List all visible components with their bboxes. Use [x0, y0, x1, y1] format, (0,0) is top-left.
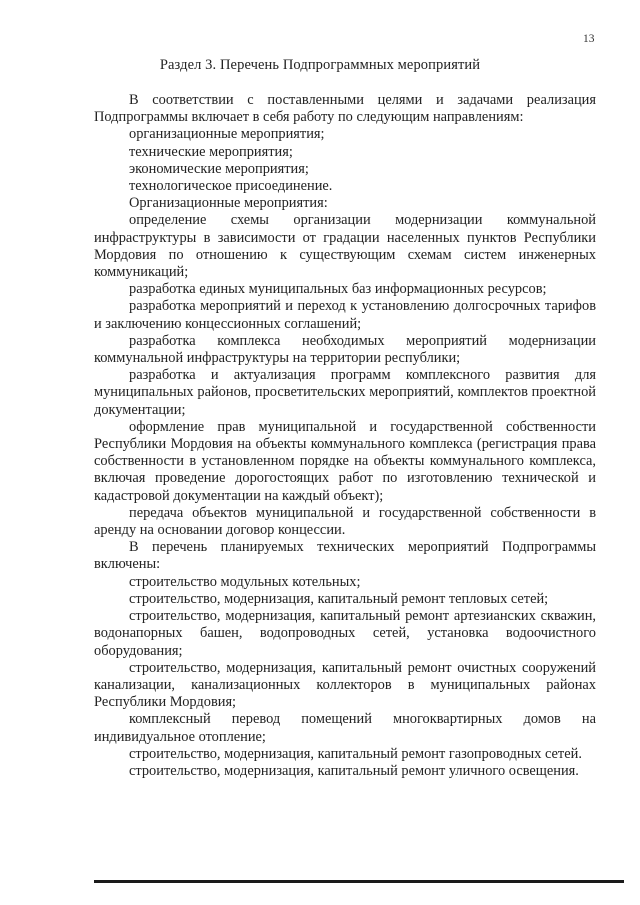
paragraph: разработка мероприятий и переход к установлению долгосрочных тарифов и заключению концессионных соглашений;	[94, 298, 596, 332]
paragraph: организационные мероприятия;	[129, 126, 325, 143]
paragraph: строительство, модернизация, капитальный ремонт газопроводных сетей.	[129, 745, 582, 762]
paragraph: строительство, модернизация, капитальный ремонт уличного освещения.	[129, 762, 579, 779]
paragraph: строительство, модернизация, капитальный ремонт очистных сооружений канализации, канализационных коллекторов в муниципальных районах Республики Мордовия;	[94, 659, 596, 711]
paragraph: технологическое присоединение.	[129, 178, 333, 195]
paragraph: В перечень планируемых технических мероприятий Подпрограммы включены:	[94, 539, 596, 573]
paragraph: определение схемы организации модернизации коммунальной инфраструктуры в зависимости от градации населенных пунктов Республики Мордовия по отношению к существующим схемам систем инженерных коммуникаций;	[94, 212, 596, 281]
paragraph: строительство, модернизация, капитальный ремонт артезианских скважин, водонапорных башен, водопроводных сетей, установка водоочистного оборудования;	[94, 608, 596, 659]
page-number: 13	[583, 33, 595, 45]
paragraph: разработка комплекса необходимых мероприятий модернизации коммунальной инфраструктуры на территории республики;	[94, 332, 596, 367]
paragraph: передача объектов муниципальной и государственной собственности в аренду на основании договор концессии.	[94, 504, 596, 539]
paragraph: разработка и актуализация программ комплексного развития для муниципальных районов, просветительских мероприятий, комплектов проектной документации;	[94, 367, 596, 418]
document-body	[94, 92, 596, 780]
paragraph: экономические мероприятия;	[129, 160, 309, 177]
paragraph: комплексный перевод помещений многоквартирных домов на индивидуальное отопление;	[94, 711, 596, 745]
paragraph: строительство модульных котельных;	[129, 573, 361, 590]
paragraph: технические мероприятия;	[129, 143, 293, 160]
section-title: Раздел 3. Перечень Подпрограммных мероприятий	[159, 57, 481, 73]
paragraph: строительство, модернизация, капитальный ремонт тепловых сетей;	[129, 590, 549, 607]
paragraph: оформление прав муниципальной и государственной собственности Республики Мордовия на объекты коммунального комплекса (регистрация права собственности в установленном порядке на объекты коммунального комплекса, включая проведение дорогостоящих работ по изготовлению технической и кадастровой документации на каждый объект);	[94, 418, 596, 504]
page-bottom-rule	[94, 880, 624, 883]
paragraph: В соответствии с поставленными целями и задачами реализация Подпрограммы включает в себя работу по следующим направлениям:	[94, 92, 596, 126]
paragraph: Организационные мероприятия:	[129, 195, 328, 212]
paragraph: разработка единых муниципальных баз информационных ресурсов;	[129, 281, 547, 298]
